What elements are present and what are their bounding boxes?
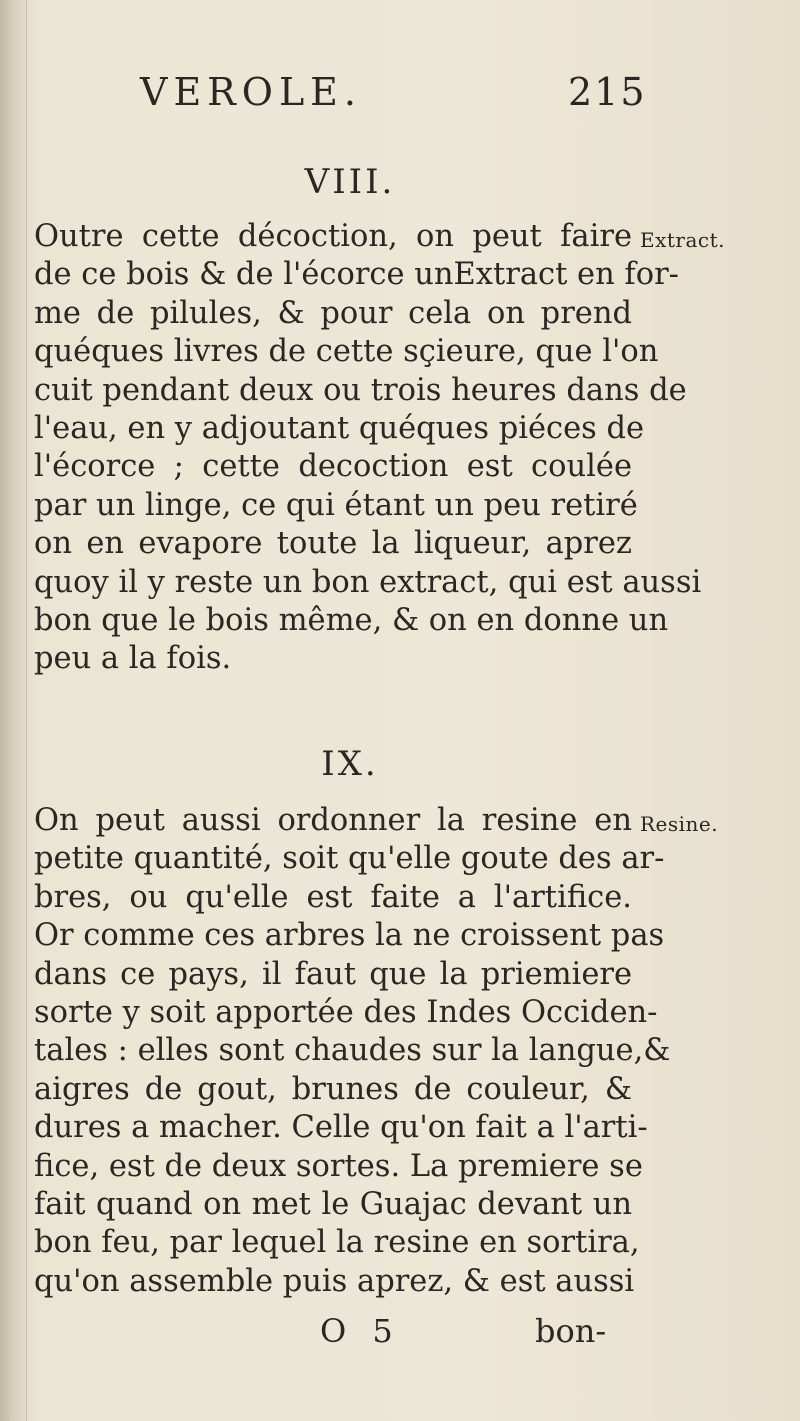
running-title: VEROLE. [140,70,362,114]
text-line: de ce bois & de l'écorce unExtract en for- [34,257,679,293]
text-line: par un linge, ce qui étant un peu retiré [34,487,638,523]
page-number: 215 [568,70,647,114]
page-binding-edge [0,0,27,1421]
running-header [140,64,660,124]
text-line: quoy il y reste un bon extract, qui est aussi [34,564,702,600]
text-line: aigres de gout, brunes de couleur, & [34,1071,632,1107]
signature-mark: O 5 [320,1312,401,1350]
text-line: fice, est de deux sortes. La premiere se [34,1148,643,1184]
text-line: bres, ou qu'elle est faite a l'artifice. [34,879,632,915]
text-line: qu'on assemble puis aprez, & est aussi [34,1263,635,1299]
paragraph-ix [34,802,671,1301]
text-line: Outre cette décoction, on peut faire [34,219,632,254]
section-heading-ix: IX. [321,744,379,784]
text-line: Or comme ces arbres la ne croissent pas [34,918,665,954]
text-line: dans ce pays, il faut que la priemiere [34,956,632,992]
text-line: dures a macher. Celle qu'on fait a l'arti- [34,1110,648,1146]
text-line: fait quand on met le Guajac devant un [34,1187,632,1223]
text-line: bon feu, par lequel la resine en sortira, [34,1225,640,1261]
text-line: me de pilules, & pour cela on prend [34,295,632,331]
text-line: l'eau, en y adjoutant quéques piéces de [34,411,645,447]
text-line: bon que le bois même, & on en donne un [34,603,669,639]
text-line: sorte y soit apportée des Indes Occiden- [34,995,658,1031]
margin-note-extract: Extract. [640,228,725,252]
paragraph-viii [34,218,702,679]
text-line: petite quantité, soit qu'elle goute des ar- [34,841,665,877]
text-line: quéques livres de cette sçieure, que l'on [34,334,659,370]
text-line: cuit pendant deux ou trois heures dans de [34,372,687,408]
text-line: on en evapore toute la liqueur, aprez [34,526,632,562]
text-line: tales : elles sont chaudes sur la langue,& [34,1033,671,1069]
catchword: bon- [535,1312,607,1350]
page-footer [280,1312,660,1356]
text-line: peu a la fois. [34,641,232,677]
section-heading-viii: VIII. [304,162,396,202]
text-line: l'écorce ; cette decoction est coulée [34,449,632,485]
margin-note-resine: Resine. [640,812,719,836]
text-line: On peut aussi ordonner la resine en [34,803,632,838]
